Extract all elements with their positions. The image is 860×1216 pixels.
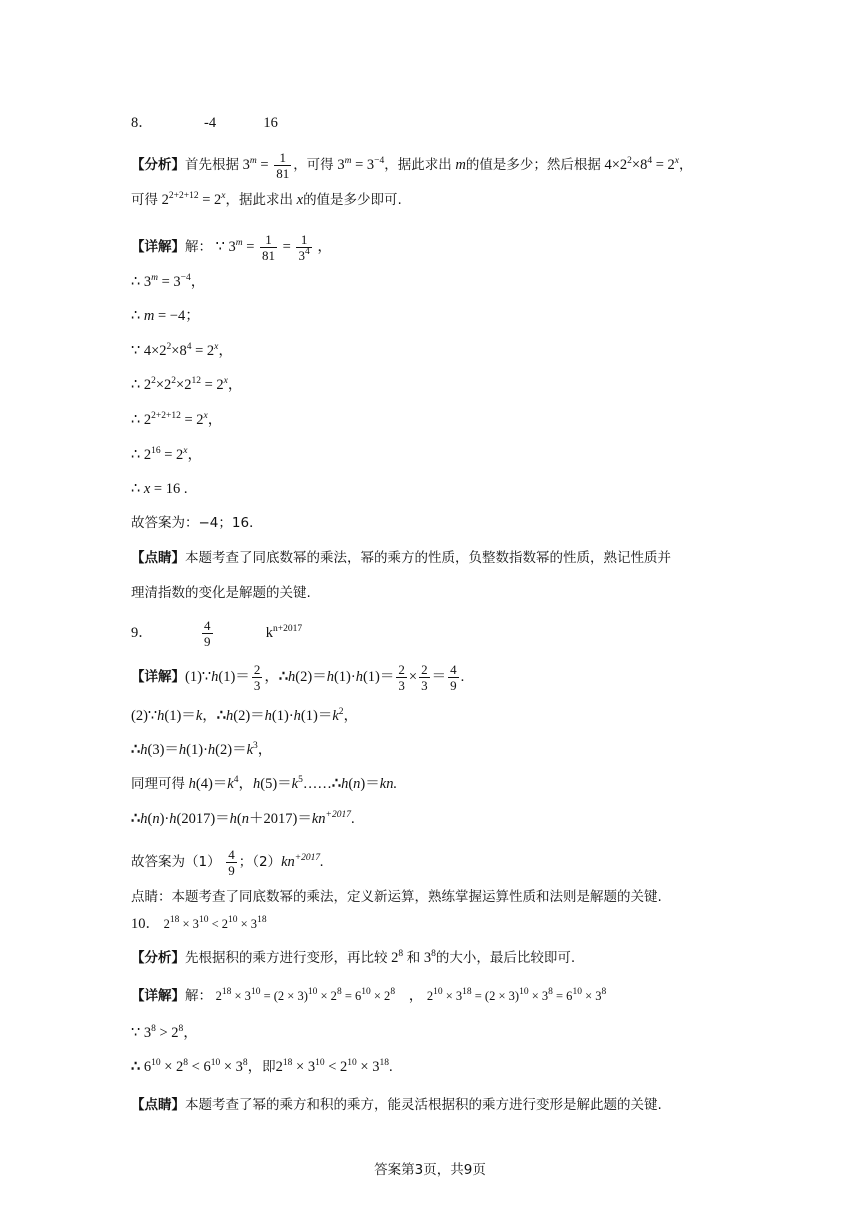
q10-term-2-8: $2^8$ bbox=[391, 949, 404, 966]
q8-comment-text-1: 本题考查了同底数幂的乘法，幂的乘方的性质，负整数指数幂的性质，熟记性质并 bbox=[185, 550, 671, 566]
q9-step-3: $\therefore h(3)=h(1)\cdot h(2)=k^3$， bbox=[131, 741, 273, 758]
q9-similar-line bbox=[131, 774, 397, 794]
q8-step-7: ∴ $2^{16} = 2^x$， bbox=[131, 446, 203, 463]
q10-detail-transform-2: $2^{10} \times 3^{18} = (2 \times 3)^{10} \times 3^8 = 6^{10} \times 3^8$ bbox=[426, 987, 607, 1003]
q10-detail-transform-1: $2^{18} \times 3^{10} = (2 \times 3)^{10} \times 2^8 = 6^{10} \times 2^8$ bbox=[215, 987, 396, 1003]
q9-answer-line bbox=[131, 618, 302, 649]
q8-step-5: ∴ $2^2\times 2^2\times 2^{12} = 2^x$， bbox=[131, 376, 243, 393]
q10-analysis-text-a: 先根据积的乘方进行变形，再比较 bbox=[185, 950, 388, 966]
q10-analysis-and: 和 bbox=[406, 950, 421, 966]
q8-analysis2-text-c: 的值是多少即可. bbox=[303, 192, 402, 208]
q10-conclusion-1: ∴ $6^{10} \times 2^8 < 6^{10} \times 3^8$， bbox=[131, 1058, 263, 1075]
q8-step-4: ∵ $4\times 2^2\times 8^4 = 2^x$， bbox=[131, 342, 233, 359]
q8-step-8: ∴ x = 16 . bbox=[131, 481, 188, 497]
q10-conclusion-line bbox=[131, 1057, 393, 1077]
q8-detail-text: 解： bbox=[185, 238, 212, 255]
q8-comment-line-1 bbox=[131, 548, 671, 568]
q8-analysis-text-c: ，据此求出 bbox=[384, 156, 452, 173]
q9-detail-l2-pre: (2)∵ bbox=[131, 708, 158, 724]
q10-conclusion-2: $2^{18} \times 3^{10} < 2^{10} \times 3^{18}$. bbox=[275, 1058, 393, 1075]
q10-analysis-text-b: 的大小，最后比较即可. bbox=[435, 950, 576, 966]
q9-summary-expression: $kn^{+2017}$. bbox=[281, 852, 324, 870]
q8-detail-line-1 bbox=[131, 232, 332, 263]
q10-answer-line bbox=[131, 914, 267, 934]
q9-detail-line-2 bbox=[131, 706, 358, 726]
q9-detail-line-1 bbox=[131, 662, 464, 693]
q8-eq-3m-neg4: $3^m = 3^{-4}$ bbox=[337, 155, 385, 173]
q8-comment-line-2: 理清指数的变化是解题的关键. bbox=[131, 585, 311, 601]
q10-detail-tag: 【详解】 bbox=[131, 988, 185, 1004]
q8-step-6: ∴ $2^{2+2+12} = 2^x$， bbox=[131, 411, 223, 428]
q8-eq-product: $4\times 2^2\times 8^4 = 2^x$ bbox=[604, 155, 679, 173]
q8-comment-tag: 【点睛】 bbox=[131, 550, 185, 566]
q9-step-2: h(1)＝k，$\therefore h(2)=h(1)\cdot h(1)=k^2$， bbox=[157, 707, 359, 724]
q8-number: 8． bbox=[131, 115, 153, 131]
q9-detail-l1-pre: (1)∵ bbox=[185, 668, 212, 685]
q9-answer-pre: 故答案为（1） bbox=[131, 853, 221, 870]
q10-number: 10． bbox=[131, 916, 160, 932]
q10-ie: 即 bbox=[262, 1059, 276, 1075]
q9-detail-tag: 【详解】 bbox=[131, 668, 185, 685]
q8-step-2: ∴ $3^m = 3^{-4}$， bbox=[131, 273, 206, 290]
q10-answer-inequality: $2^{18} \times 3^{10} < 2^{10} \times 3^{18}$ bbox=[163, 915, 267, 931]
q10-step-compare: ∵ $3^8 > 2^8$， bbox=[131, 1024, 198, 1041]
q9-answer-mid: ；（2） bbox=[238, 853, 282, 870]
q8-analysis-text-a: 首先根据 bbox=[185, 156, 239, 173]
page-footer: 答案第3页，共9页 bbox=[374, 1162, 486, 1178]
q10-detail-text: 解： bbox=[185, 988, 212, 1004]
q8-analysis-tag: 【分析】 bbox=[131, 156, 185, 173]
q8-analysis-text-e: ， bbox=[679, 156, 693, 173]
q8-answer-1: -4 bbox=[204, 115, 217, 131]
q8-answer-summary: 故答案为：−4；16． bbox=[131, 515, 263, 531]
q8-analysis-line-1 bbox=[131, 150, 693, 181]
q9-step-5: $\therefore h(n)\cdot h(2017)=h(n+2017)=kn^{+2017}$. bbox=[131, 810, 355, 827]
q8-eq-sum-exp: $2^{2+2+12} = 2^x$ bbox=[161, 191, 226, 208]
q9-summary-fraction: $\frac{4}{9}$ bbox=[228, 847, 235, 878]
q10-detail-line: 【详解】解： $2^{18} \times 3^{10} = (2 \times 3)^{10} \times 2^8 = 6^{10} \times 2^8$ ， $2^{10} \times 3^{18} = (2 \times 3)^{10} \times 3^8 = 6^{10} \times 3^8$ bbox=[131, 987, 607, 1004]
q9-comment: 点睛：本题考查了同底数幂的乘法，定义新运算，熟练掌握运算性质和法则是解题的关键. bbox=[131, 889, 662, 905]
q10-comment-line bbox=[131, 1095, 662, 1115]
q8-step-1: ∵ $3^m$ = $\frac{1}{81}$ = $\frac{1}{3^4}$ ， bbox=[215, 232, 332, 263]
q10-comment-text: 本题考查了幂的乘方和积的乘方，能灵活根据积的乘方进行变形是解此题的关键. bbox=[185, 1097, 662, 1113]
q10-analysis-tag: 【分析】 bbox=[131, 950, 185, 966]
q10-comment-tag: 【点睛】 bbox=[131, 1097, 185, 1113]
q8-analysis2-text-b: ，据此求出 bbox=[225, 192, 293, 208]
q9-answer-1-fraction: $\frac{4}{9}$ bbox=[204, 618, 211, 649]
q8-answer-2: 16 bbox=[263, 115, 278, 131]
q8-var-m: m bbox=[455, 156, 466, 173]
q9-step-4: $h(4)=k^4$，$h(5)=k^5\dots\dots\therefore h(n)=kn$. bbox=[188, 775, 398, 792]
q8-analysis2-text-a: 可得 bbox=[131, 192, 158, 208]
q9-step-1: h(1)＝ $\frac{2}{3}$ ，∴h(2)＝h(1)·h(1)＝ $\frac{2}{3}$ × $\frac{2}{3}$ ＝ $\frac{4}{9}$ . bbox=[211, 662, 465, 693]
q8-var-x: x bbox=[296, 192, 304, 208]
q8-step-3: ∴ m = −4； bbox=[131, 308, 200, 324]
q9-answer-2: $k^{n+2017}$ bbox=[265, 623, 303, 641]
q9-number: 9． bbox=[131, 624, 153, 641]
q8-answer-line bbox=[131, 113, 278, 133]
q8-analysis-text-d: 的值是多少；然后根据 bbox=[465, 156, 601, 173]
q8-eq-3m-frac: $3^m$ = $\frac{1}{81}$ bbox=[242, 150, 290, 181]
q8-analysis-text-b: ，可得 bbox=[293, 156, 334, 173]
q10-term-3-8: $3^8$ bbox=[423, 949, 436, 966]
q8-detail-tag: 【详解】 bbox=[131, 238, 185, 255]
q9-answer-summary bbox=[131, 847, 324, 878]
q9-similar-text: 同理可得 bbox=[131, 776, 185, 792]
q10-analysis-line bbox=[131, 948, 575, 968]
q8-analysis-line-2 bbox=[131, 190, 402, 210]
